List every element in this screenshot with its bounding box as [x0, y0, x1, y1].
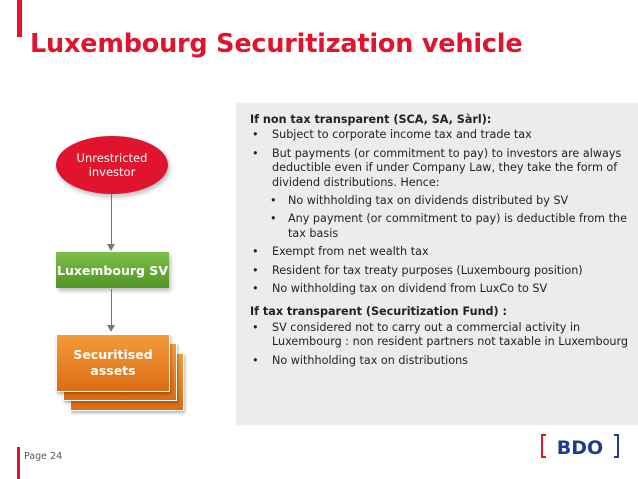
- list-item: • No withholding tax on dividend from LuxCo to SV: [250, 282, 632, 296]
- arrow-investor-to-sv: [111, 194, 112, 245]
- luxembourg-sv-node: Luxembourg SV: [56, 252, 169, 288]
- assets-label-line-1: Securitised: [73, 347, 153, 362]
- arrow-sv-to-assets: [111, 289, 112, 326]
- securitised-assets-node: [56, 334, 170, 392]
- tax-info-panel: [236, 103, 638, 425]
- list-item: • No withholding tax on distributions: [250, 354, 632, 368]
- title-accent-bar: [17, 0, 22, 37]
- list-item: • Resident for tax treaty purposes (Luxembourg position): [250, 264, 632, 278]
- transparent-list: [250, 321, 632, 368]
- assets-label-line-2: assets: [90, 363, 136, 378]
- non-transparent-list: [250, 128, 632, 296]
- investor-label-line-2: investor: [88, 165, 136, 179]
- sub-list-item: • Any payment (or commitment to pay) is deductible from the tax basis: [250, 212, 632, 241]
- footer-accent-bar: [17, 447, 20, 479]
- sub-list-item: • No withholding tax on dividends distributed by SV: [250, 194, 632, 208]
- page-number: Page 24: [24, 451, 63, 462]
- list-item: • But payments (or commitment to pay) to investors are always deductible even if under Company Law, they take the form of dividend distributions. Hence:: [250, 147, 632, 190]
- section-heading-non-transparent: If non tax transparent (SCA, SA, Sàrl):: [250, 113, 492, 126]
- list-item: • SV considered not to carry out a commercial activity in Luxembourg : non resident partners not taxable in Luxembourg: [250, 321, 632, 350]
- page-title: Luxembourg Securitization vehicle: [30, 29, 523, 59]
- list-item: • Subject to corporate income tax and trade tax: [250, 128, 632, 142]
- investor-label-line-1: Unrestricted: [76, 151, 148, 165]
- section-heading-transparent: If tax transparent (Securitization Fund) :: [250, 305, 508, 319]
- list-item: • Exempt from net wealth tax: [250, 245, 632, 259]
- investor-node: [56, 136, 168, 194]
- bdo-logo-text: BDO: [556, 437, 604, 459]
- bdo-logo: [540, 432, 620, 460]
